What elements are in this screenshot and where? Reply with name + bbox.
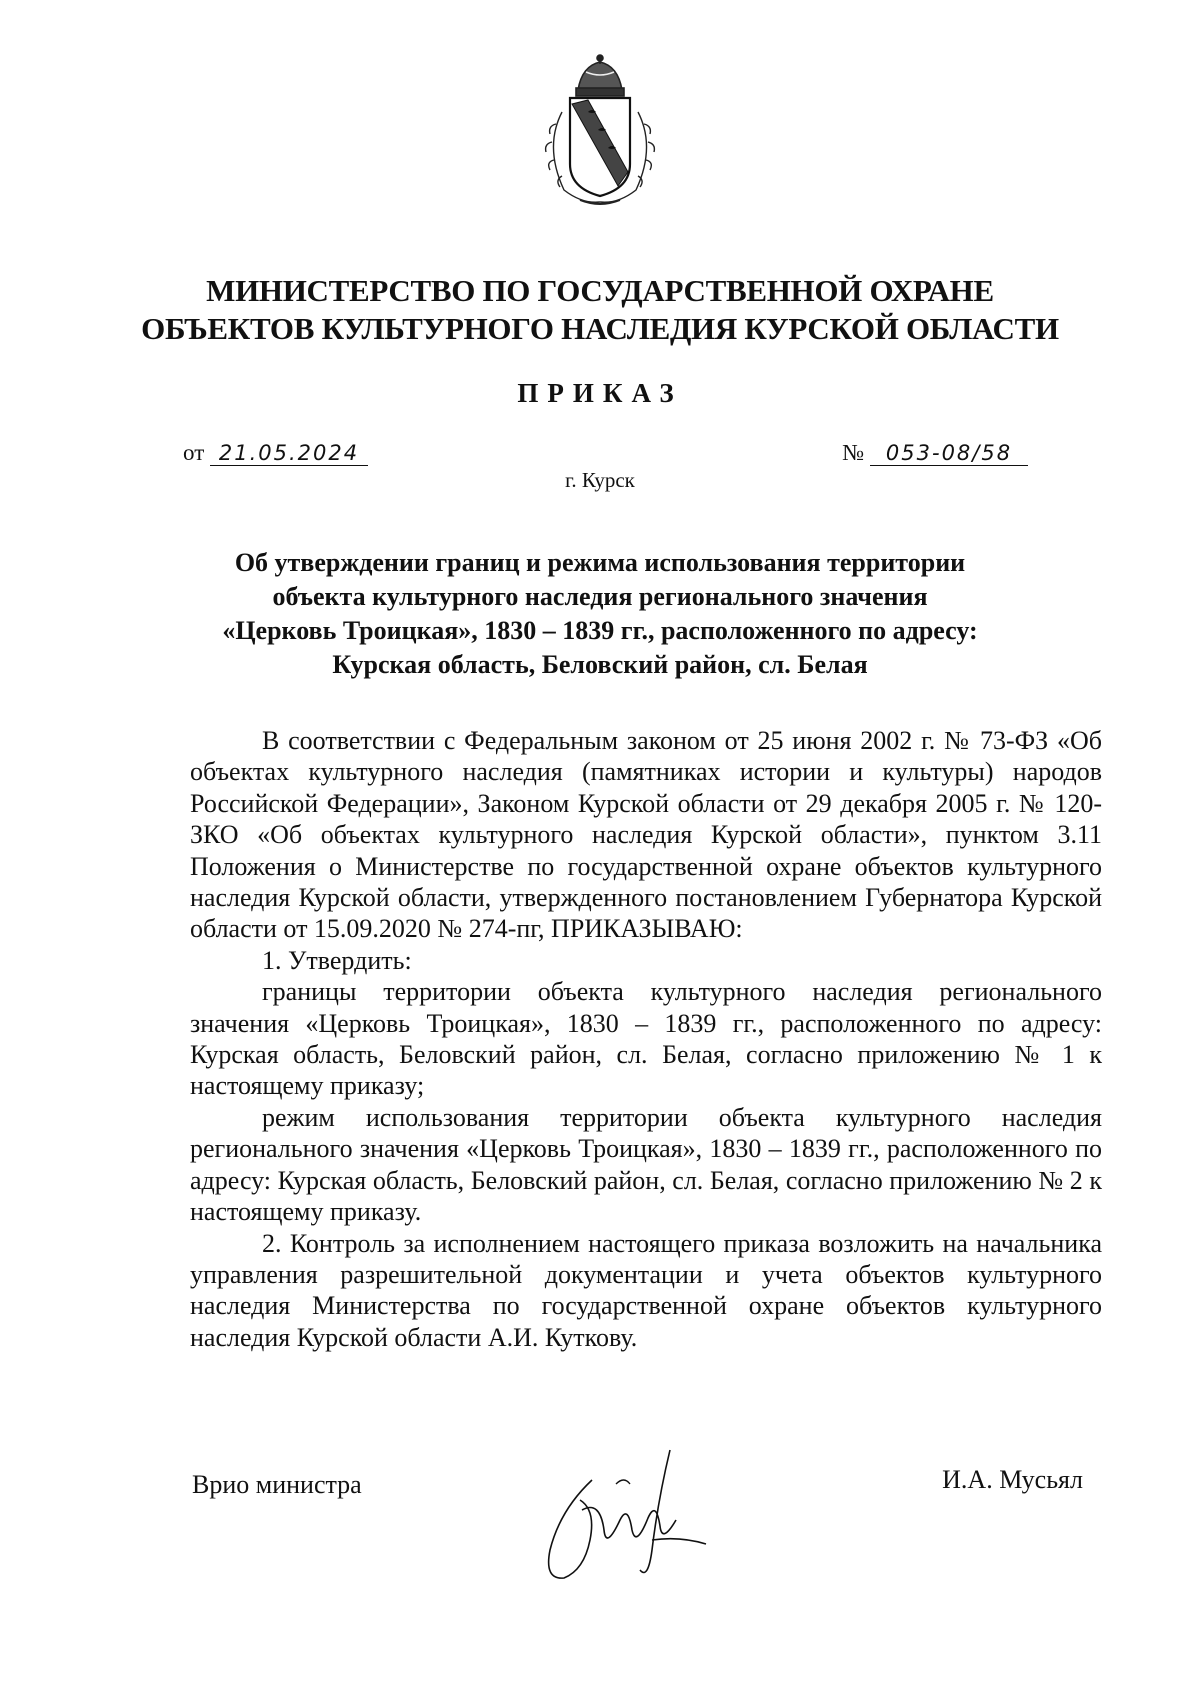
date-value: 21.05.2024 xyxy=(210,441,368,466)
ministry-name-line-2: ОБЪЕКТОВ КУЛЬТУРНОГО НАСЛЕДИЯ КУРСКОЙ ОБЛАСТИ xyxy=(141,311,1059,346)
item-1-boundaries: границы территории объекта культурного наследия регионального значения «Церковь Троицкая», 1830 – 1839 гг., расположенного по адресу: Курская область, Беловский район, сл. Белая, согласно приложению № 1 к настоящему приказу; xyxy=(190,977,1102,1101)
signature-icon xyxy=(520,1440,740,1590)
ministry-name xyxy=(0,272,1200,348)
document-type: ПРИКАЗ xyxy=(517,378,683,408)
order-title xyxy=(0,546,1200,682)
ministry-name-line-1: МИНИСТЕРСТВО ПО ГОСУДАРСТВЕННОЙ ОХРАНЕ xyxy=(206,273,994,308)
preamble-paragraph: В соответствии с Федеральным законом от 25 июня 2002 г. № 73-ФЗ «Об объектах культурного наследия (памятниках истории и культуры) народов Российской Федерации», Законом Курской области от 29 декабря 2005 г. № 120-ЗКО «Об объектах культурного наследия Курской области», пунктом 3.11 Положения о Министерстве по государственной охране объектов культурного наследия Курской области, утвержденного постановлением Губернатора Курской области от 15.09.2020 № 274-пг, ПРИКАЗЫВАЮ: xyxy=(190,726,1102,944)
number-prefix: № xyxy=(842,440,865,465)
order-title-line-1: Об утверждении границ и режима использования территории xyxy=(234,548,966,577)
order-date xyxy=(183,440,368,466)
city: г. Курск xyxy=(565,468,635,492)
order-body xyxy=(190,725,1102,1353)
order-number xyxy=(842,440,1028,466)
date-prefix: от xyxy=(183,440,205,465)
order-title-line-3: «Церковь Троицкая», 1830 – 1839 гг., расположенного по адресу: xyxy=(222,616,978,645)
coat-of-arms-icon xyxy=(530,52,670,210)
signatory-position: Врио министра xyxy=(192,1470,362,1499)
order-title-line-4: Курская область, Беловский район, сл. Белая xyxy=(332,650,868,679)
signatory-name: И.А. Мусьял xyxy=(942,1465,1083,1494)
item-1-regime: режим использования территории объекта культурного наследия регионального значения «Церковь Троицкая», 1830 – 1839 гг., расположенного по адресу: Курская область, Беловский район, сл. Белая, согласно приложению № 2 к настоящему приказу. xyxy=(190,1102,1102,1227)
number-value: 053-08/58 xyxy=(870,441,1028,466)
item-1-heading: 1. Утвердить: xyxy=(262,945,412,975)
order-title-line-2: объекта культурного наследия регионального значения xyxy=(272,582,928,611)
item-2-control: 2. Контроль за исполнением настоящего приказа возложить на начальника управления разрешительной документации и учета объектов культурного наследия Министерства по государственной охране объектов культурного наследия Курской области А.И. Куткову. xyxy=(190,1228,1102,1352)
